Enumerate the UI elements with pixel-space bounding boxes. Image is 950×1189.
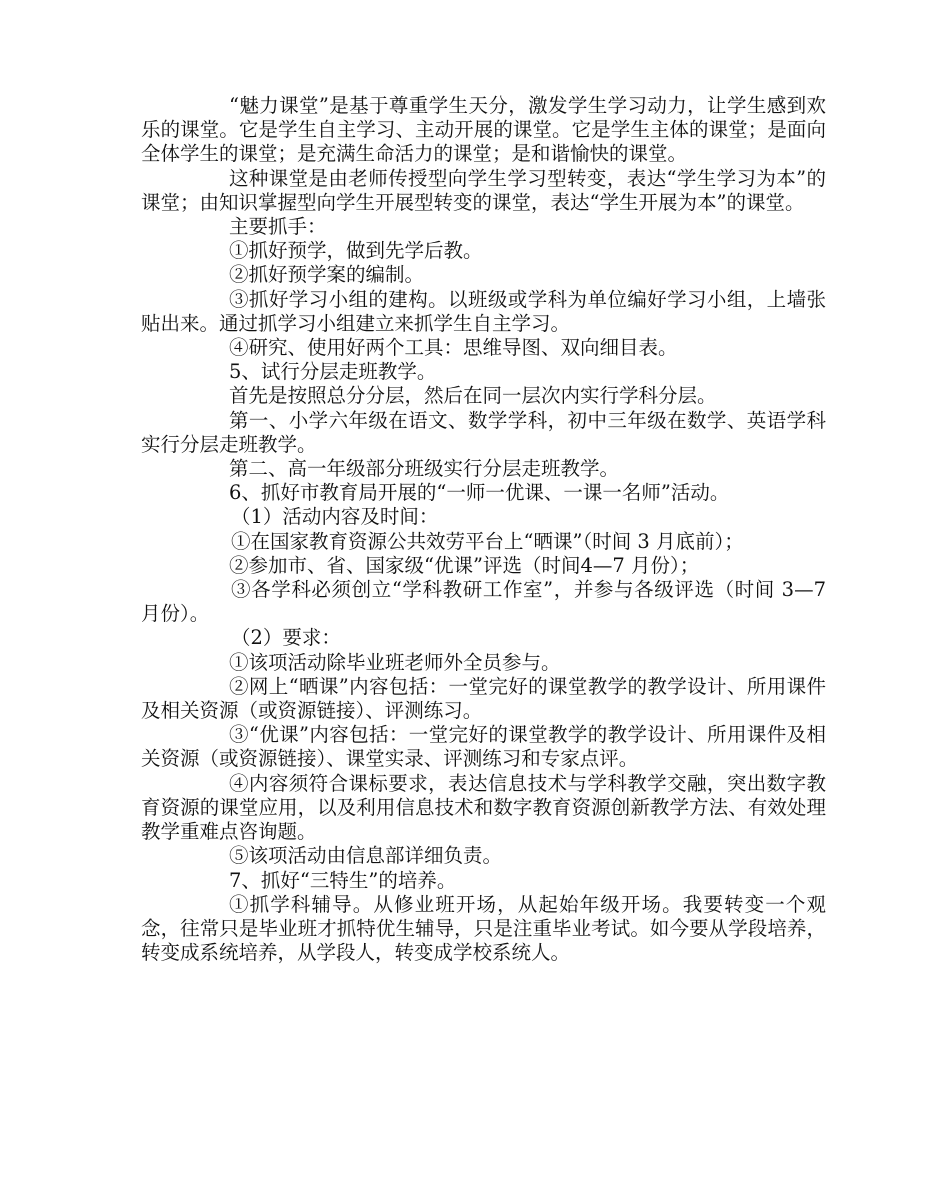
paragraph-layering-method: 首先是按照总分分层，然后在同一层次内实行学科分层。 [229,384,717,408]
paragraph-first-layering: 第一、小学六年级在语文、数学学科，初中三年级在数学、英语学科实行分层走班教学。 [141,408,826,456]
paragraph-activity-item-1: ①在国家教育资源公共效劳平台上“晒课”（时间 3 月底前）； [231,529,744,553]
paragraph-section-7-heading: 7、抓好“三特生”的培养。 [229,868,457,892]
paragraph-charm-classroom: “魅力课堂”是基于尊重学生天分，激发学生学习动力，让学生感到欢乐的课堂。它是学生自主学习、主动开展的课堂。它是学生主体的课堂；是面向全体学生的课堂；是充满生命活力的课堂；是和谐愉快的课堂。 [141,94,826,166]
paragraph-activity-item-3: ③各学科必须创立“学科教研工作室”，并参与各级评选（时间 3—7 月份）。 [141,578,826,626]
paragraph-section-6-heading: 6、抓好市教育局开展的“一师一优课、一课一名师”活动。 [229,481,730,505]
paragraph-measure-3: ③抓好学习小组的建构。以班级或学科为单位编好学习小组，上墙张贴出来。通过抓学习小组建立来抓学生自主学习。 [141,287,826,335]
paragraph-measure-4: ④研究、使用好两个工具：思维导图、双向细目表。 [229,336,678,360]
paragraph-activity-content-heading: （1）活动内容及时间： [231,505,439,529]
document-body [141,94,826,965]
paragraph-classroom-transformation: 这种课堂是由老师传授型向学生学习型转变，表达“学生学习为本”的课堂；由知识掌握型向学生开展型转变的课堂，表达“学生开展为本”的课堂。 [141,166,826,214]
paragraph-requirement-1: ①该项活动除毕业班老师外全员参与。 [229,650,561,674]
paragraph-section-5-heading: 5、试行分层走班教学。 [229,360,437,384]
paragraph-requirement-2: ②网上“晒课”内容包括：一堂完好的课堂教学的教学设计、所用课件及相关资源（或资源链接）、评测练习。 [141,674,826,723]
paragraph-requirements-heading: （2）要求： [231,626,341,650]
paragraph-activity-item-2: ②参加市、省、国家级“优课”评选（时间4—7 月份）； [229,553,700,577]
paragraph-requirement-3: ③“优课”内容包括：一堂完好的课堂教学的教学设计、所用课件及相关资源（或资源链接）、课堂实录、评测练习和专家点评。 [141,723,826,771]
paragraph-subject-tutoring: ①抓学科辅导。从修业班开场，从起始年级开场。我要转变一个观念，往常只是毕业班才抓特优生辅导，只是注重毕业考试。如今要从学段培养，转变成系统培养，从学段人，转变成学校系统人。 [141,892,826,965]
paragraph-main-measures-heading: 主要抓手： [229,215,327,239]
paragraph-second-layering: 第二、高一年级部分班级实行分层走班教学。 [229,457,620,481]
paragraph-requirement-5: ⑤该项活动由信息部详细负责。 [229,844,503,868]
paragraph-requirement-4: ④内容须符合课标要求，表达信息技术与学科教学交融，突出数字教育资源的课堂应用，以及利用信息技术和数字教育资源创新教学方法、有效处理教学重难点咨询题。 [141,771,826,844]
paragraph-measure-1: ①抓好预学，做到先学后教。 [229,239,483,263]
paragraph-measure-2: ②抓好预学案的编制。 [229,263,425,287]
